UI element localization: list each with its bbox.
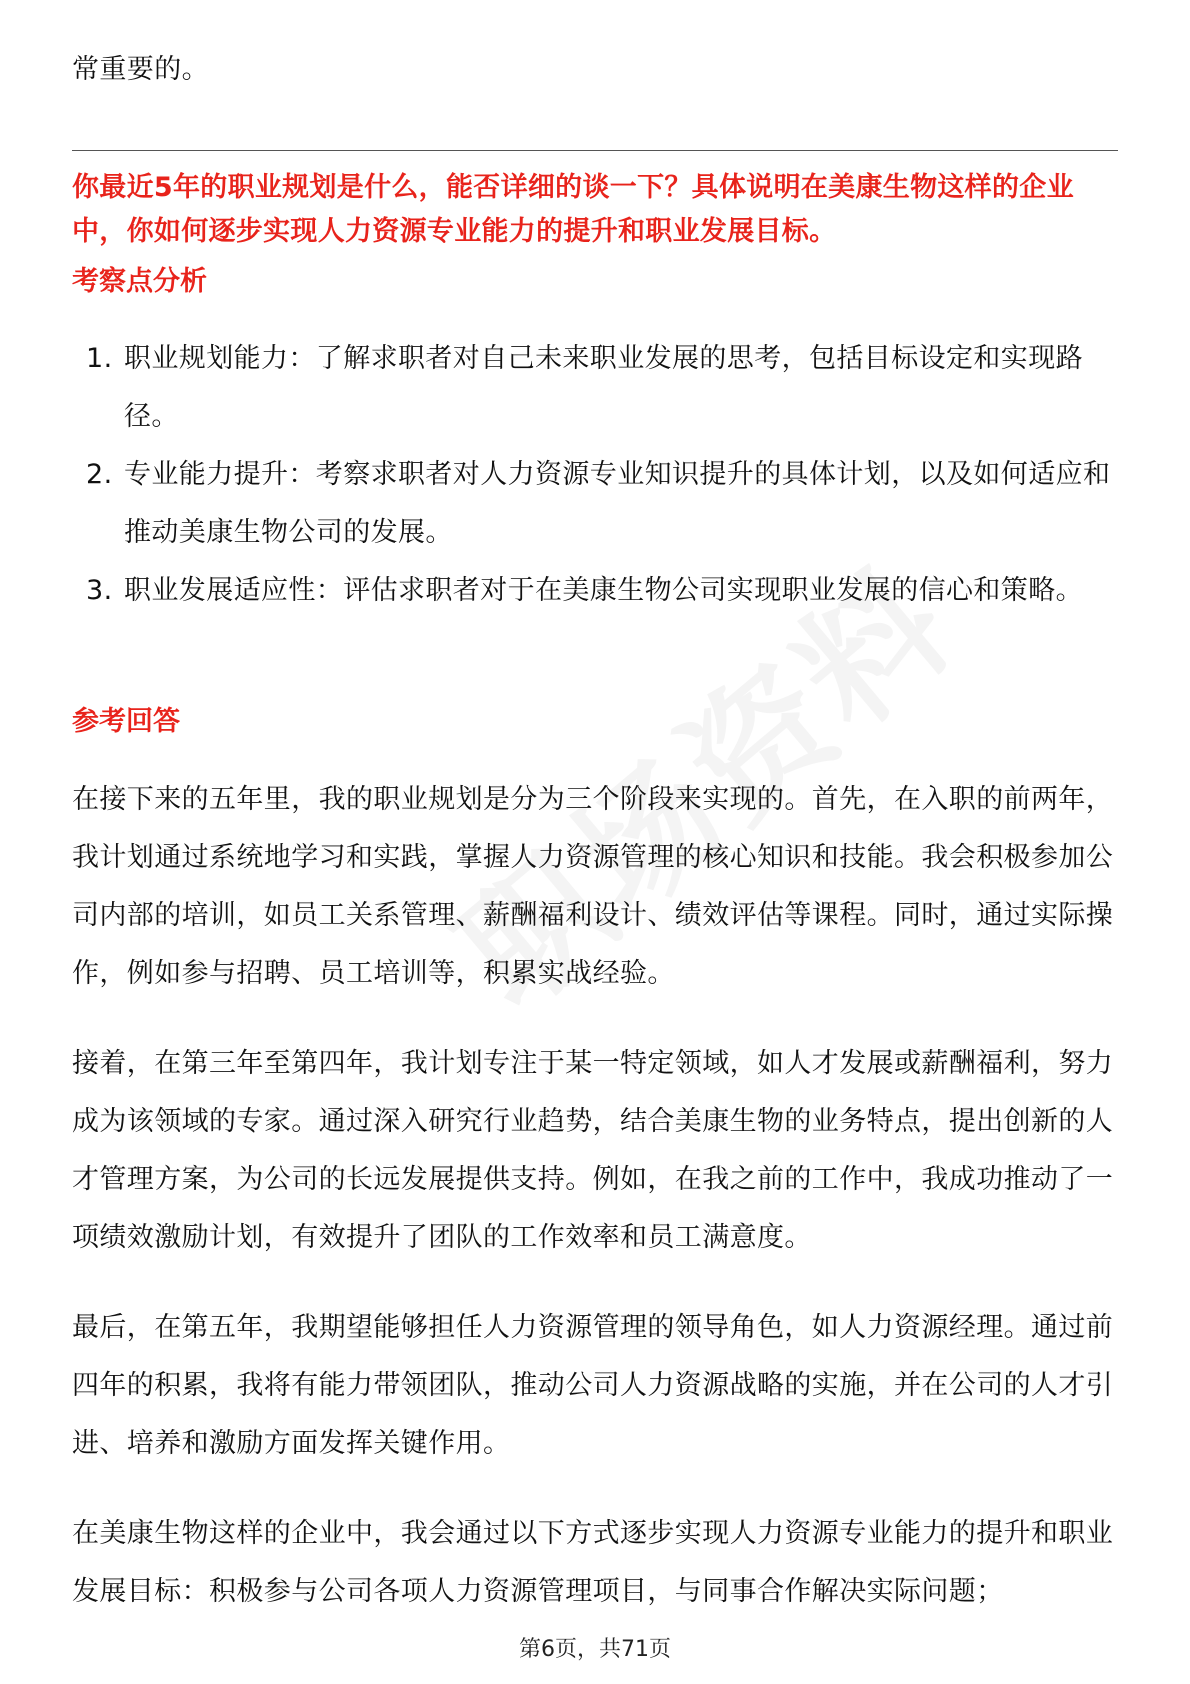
answer-paragraph: 在接下来的五年里，我的职业规划是分为三个阶段来实现的。首先，在入职的前两年，我计划通过系统地学习和实践，掌握人力资源管理的核心知识和技能。我会积极参加公司内部的培训，如员工关系管理、薪酬福利设计、绩效评估等课程。同时，通过实际操作，例如参与招聘、员工培训等，积累实战经验。 — [72, 784, 1114, 989]
answer-heading: 参考回答 — [72, 706, 180, 737]
list-item-number: 2. — [86, 459, 113, 490]
list-item — [72, 330, 1118, 446]
answer-paragraph: 接着，在第三年至第四年，我计划专注于某一特定领域，如人才发展或薪酬福利，努力成为该领域的专家。通过深入研究行业趋势，结合美康生物的业务特点，提出创新的人才管理方案，为公司的长远发展提供支持。例如，在我之前的工作中，我成功推动了一项绩效激励计划，有效提升了团队的工作效率和员工满意度。 — [72, 1048, 1114, 1253]
list-item-text: 专业能力提升：考察求职者对人力资源专业知识提升的具体计划，以及如何适应和推动美康生物公司的发展。 — [124, 459, 1111, 548]
page-footer: 第6页，共71页 — [519, 1637, 671, 1662]
interview-question: 你最近5年的职业规划是什么，能否详细的谈一下？具体说明在美康生物这样的企业中，你如何逐步实现人力资源专业能力的提升和职业发展目标。 — [72, 172, 1074, 247]
list-item — [72, 446, 1118, 562]
list-item-number: 3. — [86, 575, 113, 606]
list-item — [72, 562, 1118, 620]
previous-paragraph-tail: 常重要的。 — [72, 54, 209, 85]
list-item-text: 职业发展适应性：评估求职者对于在美康生物公司实现职业发展的信心和策略。 — [124, 575, 1083, 606]
list-item-number: 1. — [86, 343, 113, 374]
section-divider — [72, 150, 1118, 151]
answer-paragraph: 最后，在第五年，我期望能够担任人力资源管理的领导角色，如人力资源经理。通过前四年的积累，我将有能力带领团队，推动公司人力资源战略的实施，并在公司的人才引进、培养和激励方面发挥关键作用。 — [72, 1312, 1114, 1459]
answer-paragraph: 在美康生物这样的企业中，我会通过以下方式逐步实现人力资源专业能力的提升和职业发展目标：积极参与公司各项人力资源管理项目，与同事合作解决实际问题； — [72, 1518, 1114, 1607]
analysis-heading: 考察点分析 — [72, 266, 207, 297]
analysis-list — [72, 330, 1118, 620]
list-item-text: 职业规划能力：了解求职者对自己未来职业发展的思考，包括目标设定和实现路径。 — [124, 343, 1083, 432]
